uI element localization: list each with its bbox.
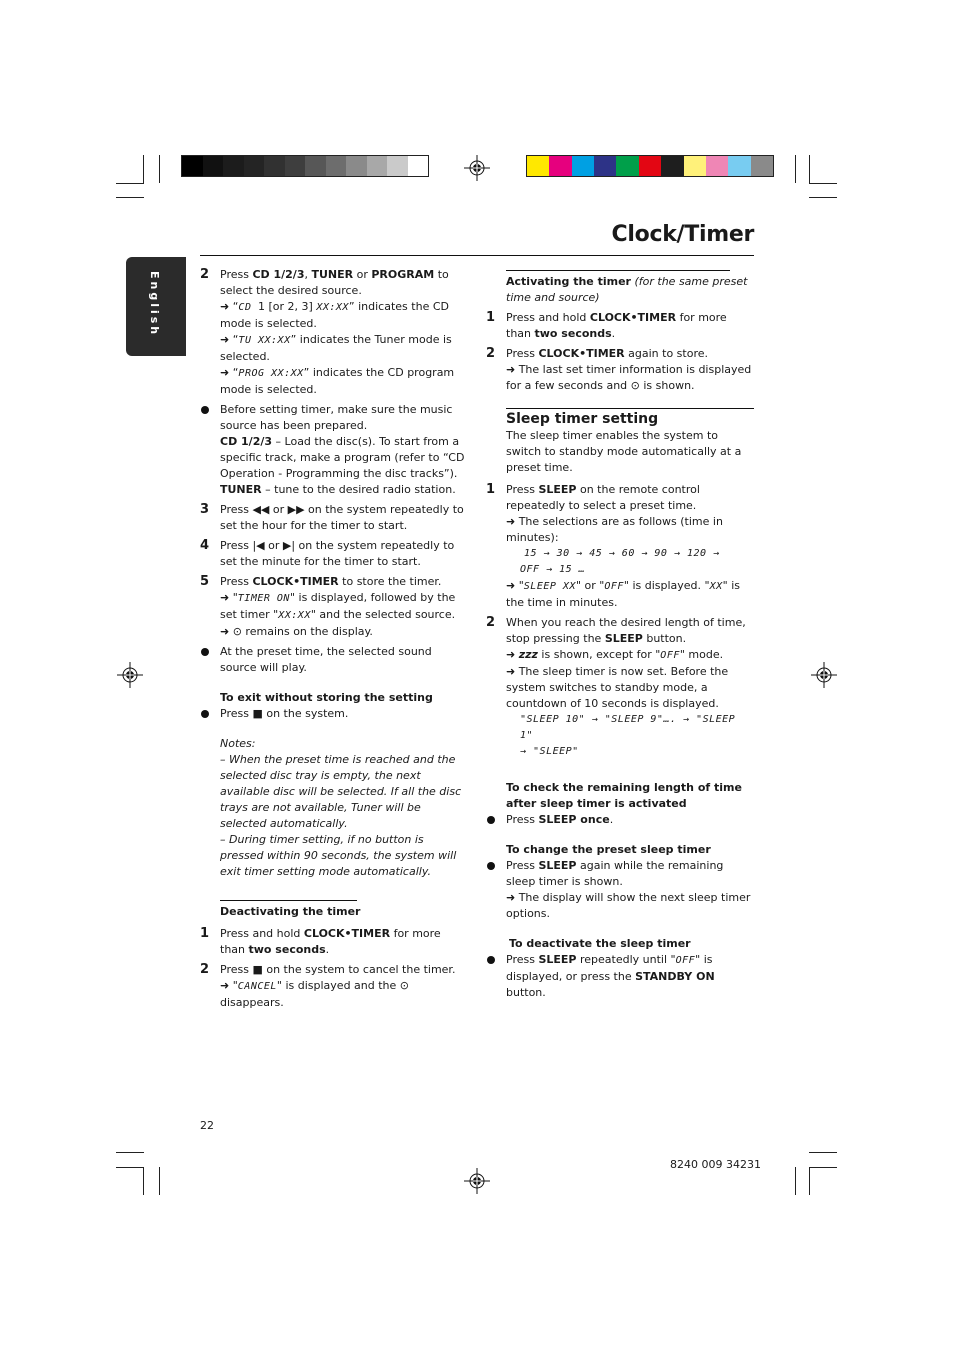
clock-icon: ⊙	[630, 379, 640, 392]
calibration-swatch	[326, 156, 347, 176]
calibration-swatch	[572, 156, 594, 176]
activating-section	[486, 270, 754, 306]
text: or	[264, 539, 283, 552]
standby-label: STANDBY ON	[635, 970, 715, 983]
crop-mark	[116, 183, 144, 184]
text: The sleep timer enables the system to switch to standby mode automatically at a preset time.	[506, 429, 742, 474]
previous-icon: |◀	[252, 539, 265, 552]
crop-mark	[159, 1167, 160, 1195]
text: Press	[220, 707, 253, 720]
section-heading: Sleep timer setting	[506, 411, 659, 427]
text: ” indicates the CD program mode is selected.	[220, 366, 455, 396]
text: ” indicates the Tuner mode is selected.	[220, 333, 452, 363]
bullet-preset-time	[200, 644, 468, 676]
text: Press and hold	[220, 927, 304, 940]
text: disappears.	[220, 996, 284, 1009]
text: Press	[506, 953, 539, 966]
sleep-label: SLEEP	[538, 953, 577, 966]
text: The sleep timer is now set. Before the system switches to standby mode, a countdown of 10 seconds is displayed.	[506, 665, 729, 710]
text: button.	[506, 986, 546, 999]
text: Press	[220, 503, 253, 516]
step-number: 1	[486, 482, 496, 497]
sleep-section	[486, 408, 754, 476]
rewind-icon: ◀◀	[252, 503, 270, 516]
calibration-swatch	[728, 156, 750, 176]
lcd-text: PROG XX:XX	[238, 368, 304, 379]
step-5	[200, 574, 468, 640]
registration-mark-icon	[117, 662, 143, 688]
arrow-icon: ➜	[220, 625, 230, 638]
calibration-swatch	[549, 156, 571, 176]
activate-step-1	[486, 310, 754, 342]
text: Press	[220, 963, 253, 976]
bullet-icon	[487, 862, 495, 870]
text: " is the time in minutes.	[506, 579, 740, 609]
arrow-icon: ➜	[220, 979, 230, 992]
bullet-icon	[201, 710, 209, 718]
lcd-text: TIMER ON	[237, 593, 290, 604]
text: "	[229, 979, 238, 992]
text: Press	[506, 813, 539, 826]
bullet-icon	[487, 816, 495, 824]
registration-mark-icon	[464, 1168, 490, 1194]
text: " is displayed, followed by the set timer "	[220, 591, 456, 621]
cd-label: CD 1/2/3	[220, 435, 273, 448]
bullet-prepare-source	[200, 402, 468, 498]
sleep-label: SLEEP	[538, 859, 577, 872]
step-number: 5	[200, 574, 210, 589]
bullet-check	[486, 812, 754, 828]
next-icon: ▶|	[282, 539, 296, 552]
text: – tune to the desired radio station.	[261, 483, 456, 496]
gray-calibration-bar	[181, 155, 429, 177]
lcd-text: OFF	[660, 650, 680, 661]
tuner-label: TUNER	[220, 483, 262, 496]
text: (for the same preset time and source)	[506, 275, 748, 304]
text: on the system repeatedly to set the minute for the timer to start.	[220, 539, 455, 568]
crop-mark	[116, 197, 144, 198]
text: Press	[220, 539, 253, 552]
text: is shown.	[639, 379, 695, 392]
step-3	[200, 502, 468, 534]
calibration-swatch	[616, 156, 638, 176]
arrow-icon: ➜	[506, 579, 516, 592]
text: Press and hold	[506, 311, 590, 324]
color-calibration-bar	[526, 155, 774, 177]
bullet-icon	[201, 648, 209, 656]
calibration-swatch	[661, 156, 683, 176]
deactivate-sleep-section	[486, 936, 754, 952]
sleep-label: SLEEP	[604, 632, 643, 645]
calibration-swatch	[706, 156, 728, 176]
text: “	[229, 300, 239, 313]
deactivate-step-1	[200, 926, 468, 958]
text: The display will show the next sleep timer options.	[506, 891, 751, 920]
text: ,	[304, 268, 312, 281]
arrow-icon: ➜	[506, 363, 516, 376]
crop-mark	[809, 183, 837, 184]
step-number: 2	[200, 962, 210, 977]
clock-timer-label: CLOCK•TIMER	[303, 927, 391, 940]
crop-mark	[809, 1167, 810, 1195]
sleep-step-1	[486, 482, 754, 611]
calibration-swatch	[223, 156, 244, 176]
text: for more than	[220, 927, 441, 956]
text: The last set timer information is displayed for a few seconds and	[506, 363, 752, 392]
crop-mark	[795, 155, 796, 183]
sleep-zzz-icon: zzz	[518, 648, 538, 661]
text: At the preset time, the selected sound source will play.	[220, 645, 432, 674]
fast-forward-icon: ▶▶	[287, 503, 305, 516]
text: two seconds	[248, 943, 326, 956]
activate-step-2	[486, 346, 754, 394]
registration-mark-icon	[811, 662, 837, 688]
arrow-icon: ➜	[220, 366, 230, 379]
clock-timer-label: CLOCK•TIMER	[538, 347, 625, 360]
calibration-swatch	[639, 156, 661, 176]
text: remains on the display.	[241, 625, 373, 638]
text: “	[229, 333, 239, 346]
note: – During timer setting, if no button is pressed within 90 seconds, the system will exit timer setting mode automatically.	[220, 833, 457, 878]
crop-mark	[116, 1167, 144, 1168]
step-number: 1	[200, 926, 210, 941]
text: for more than	[506, 311, 727, 340]
bullet-exit	[200, 706, 468, 722]
text: button.	[642, 632, 687, 645]
section-heading: Activating the timer	[506, 275, 631, 288]
calibration-swatch	[264, 156, 285, 176]
cd-label: CD 1/2/3	[252, 268, 305, 281]
page-title: Clock/Timer	[611, 222, 754, 247]
text: .	[325, 943, 330, 956]
calibration-swatch	[594, 156, 616, 176]
lcd-text: XX:XX	[278, 610, 311, 621]
lcd-text: XX:XX	[316, 302, 349, 313]
crop-mark	[809, 155, 810, 183]
text: repeatedly until "	[576, 953, 676, 966]
calibration-swatch	[305, 156, 326, 176]
exit-section	[200, 690, 468, 706]
text: Press	[506, 483, 539, 496]
step-number: 2	[486, 346, 496, 361]
step-number: 4	[200, 538, 210, 553]
crop-mark	[159, 155, 160, 183]
text: " or "	[575, 579, 605, 592]
text: – Load the disc(s). To start from a specific track, make a program (refer to “CD Operation - Programming the disc tracks”).	[220, 435, 465, 480]
crop-mark	[809, 1152, 837, 1153]
lcd-sequence: OFF → 15 …	[520, 564, 586, 575]
text: " and the selected source.	[310, 608, 456, 621]
text: Press	[220, 575, 253, 588]
crop-mark	[795, 1167, 796, 1195]
text: or	[353, 268, 372, 281]
bullet-change	[486, 858, 754, 922]
crop-mark	[143, 155, 144, 183]
calibration-swatch	[387, 156, 408, 176]
arrow-icon: ➜	[506, 515, 516, 528]
section-heading: To deactivate the sleep timer	[509, 937, 691, 950]
calibration-swatch	[182, 156, 203, 176]
text: The selections are as follows (time in minutes):	[506, 515, 723, 544]
text: " is displayed and the	[276, 979, 400, 992]
program-label: PROGRAM	[371, 268, 435, 281]
text: or	[269, 503, 288, 516]
clock-icon: ⊙	[232, 625, 242, 638]
tuner-label: TUNER	[311, 268, 354, 281]
lcd-text: XX	[709, 581, 723, 592]
step-number: 3	[200, 502, 210, 517]
calibration-swatch	[751, 156, 773, 176]
text: two seconds	[534, 327, 612, 340]
text: to select the desired source.	[220, 268, 449, 297]
arrow-icon: ➜	[220, 300, 230, 313]
calibration-swatch	[285, 156, 306, 176]
text: .	[611, 327, 616, 340]
right-column	[486, 270, 754, 1001]
step-2	[200, 267, 468, 398]
text: When you reach the desired length of time, stop pressing the	[506, 616, 746, 645]
text: " is displayed, or press the	[506, 953, 713, 983]
sleep-label: SLEEP once	[538, 813, 610, 826]
bullet-deactivate-sleep	[486, 952, 754, 1001]
arrow-icon: ➜	[220, 591, 230, 604]
stop-icon: ■	[252, 707, 263, 720]
crop-mark	[809, 197, 837, 198]
step-number: 2	[486, 615, 496, 630]
page-number: 22	[200, 1119, 214, 1132]
sleep-label: SLEEP	[538, 483, 577, 496]
lcd-text: OFF	[604, 581, 624, 592]
language-label: English	[148, 271, 161, 338]
crop-mark	[116, 1152, 144, 1153]
text: on the system to cancel the timer.	[262, 963, 456, 976]
clock-timer-label: CLOCK•TIMER	[252, 575, 339, 588]
text: Before setting timer, make sure the music source has been prepared.	[220, 403, 453, 432]
lcd-text: CD	[238, 302, 258, 313]
sleep-step-2	[486, 615, 754, 760]
calibration-swatch	[244, 156, 265, 176]
calibration-swatch	[408, 156, 429, 176]
notes-title: Notes:	[220, 737, 256, 750]
calibration-swatch	[527, 156, 549, 176]
calibration-swatch	[684, 156, 706, 176]
text: “	[229, 366, 239, 379]
text: to store the timer.	[338, 575, 442, 588]
calibration-swatch	[203, 156, 224, 176]
clock-icon: ⊙	[399, 979, 410, 992]
text: Press	[220, 268, 253, 281]
section-heading: Deactivating the timer	[220, 905, 361, 918]
text: "	[515, 579, 524, 592]
text: "	[229, 591, 238, 604]
divider	[506, 270, 730, 271]
step-number: 2	[200, 267, 210, 282]
text: on the system repeatedly to set the hour for the timer to start.	[220, 503, 464, 532]
notes	[200, 736, 468, 880]
lcd-text: CANCEL	[237, 981, 277, 992]
arrow-icon: ➜	[506, 665, 516, 678]
arrow-icon: ➜	[506, 891, 516, 904]
step-number: 1	[486, 310, 496, 325]
lcd-sequence: "SLEEP 10" → "SLEEP 9"…. → "SLEEP 1"	[520, 714, 736, 741]
lcd-text: TU XX:XX	[238, 335, 291, 346]
calibration-swatch	[367, 156, 388, 176]
check-section	[486, 780, 754, 812]
crop-mark	[809, 1167, 837, 1168]
section-heading: To change the preset sleep timer	[506, 843, 711, 856]
deactivating-section	[200, 900, 468, 920]
change-section	[486, 842, 754, 858]
text: Press	[506, 859, 539, 872]
text: Press	[506, 347, 539, 360]
deactivate-step-2	[200, 962, 468, 1011]
lcd-text: OFF	[675, 955, 696, 966]
text: .	[609, 813, 614, 826]
left-column	[200, 267, 468, 1011]
section-heading: To exit without storing the setting	[220, 691, 433, 704]
note: – When the preset time is reached and the selected disc tray is empty, the next available disc will be selected. If all the disc trays are not available, Tuner will be selected automatically.	[220, 753, 462, 830]
text: 1 [or 2, 3]	[257, 300, 317, 313]
text: again while the remaining sleep timer is shown.	[506, 859, 724, 888]
calibration-swatch	[346, 156, 367, 176]
divider	[220, 900, 357, 901]
lcd-sequence: 15 → 30 → 45 → 60 → 90 → 120 →	[524, 548, 720, 559]
registration-mark-icon	[464, 155, 490, 181]
text: again to store.	[624, 347, 708, 360]
bullet-icon	[201, 406, 209, 414]
title-rule	[200, 255, 754, 256]
arrow-icon: ➜	[506, 648, 516, 661]
crop-mark	[143, 1167, 144, 1195]
arrow-icon: ➜	[220, 333, 230, 346]
text: on the system.	[262, 707, 349, 720]
section-heading: To check the remaining length of time after sleep timer is activated	[506, 781, 742, 810]
step-4	[200, 538, 468, 570]
text: is shown, except for "	[537, 648, 661, 661]
stop-icon: ■	[252, 963, 263, 976]
lcd-sequence: → "SLEEP"	[520, 746, 579, 757]
text: ” indicates the CD mode is selected.	[220, 300, 449, 330]
text: " is displayed. "	[623, 579, 710, 592]
document-code: 8240 009 34231	[670, 1158, 761, 1171]
text: " mode.	[679, 648, 724, 661]
lcd-text: SLEEP XX	[523, 581, 576, 592]
language-tab	[126, 257, 186, 356]
text: on the remote control repeatedly to select a preset time.	[506, 483, 700, 512]
divider	[506, 408, 754, 409]
clock-timer-label: CLOCK•TIMER	[589, 311, 677, 324]
bullet-icon	[487, 956, 495, 964]
